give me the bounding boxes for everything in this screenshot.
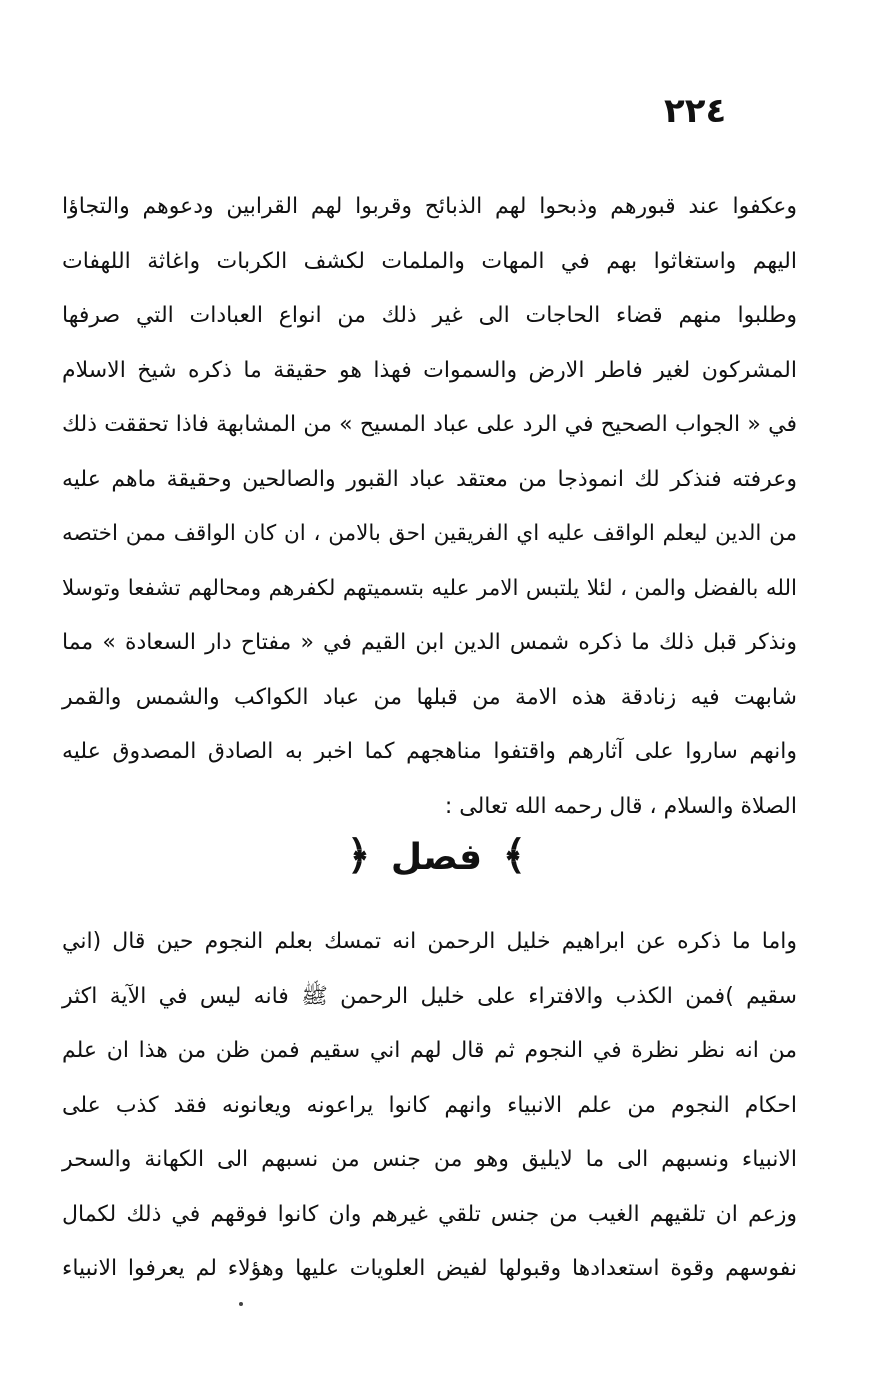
text-line: الانبياء ونسبهم الى ما لايليق وهو من جنس من نسبهم الى الكهانة والسحر xyxy=(62,1147,797,1172)
text-line: من الدين ليعلم الواقف عليه اي الفريقين احق بالامن ، ان كان الواقف ممن اختصه xyxy=(62,521,797,546)
heading-close-bracket: ﴾ xyxy=(502,833,527,879)
text-line: وانهم ساروا على آثارهم واقتفوا مناهجهم كما اخبر به الصادق المصدوق عليه xyxy=(62,739,797,764)
text-line: المشركون لغير فاطر الارض والسموات فهذا هو حقيقة ما ذكره شيخ الاسلام xyxy=(62,357,797,383)
text-line: وعكفوا عند قبورهم وذبحوا لهم الذبائح وقربوا لهم القرابين ودعوهم والتجاؤا xyxy=(62,194,797,219)
section-heading xyxy=(0,826,873,888)
text-line: من انه نظر نظرة في النجوم ثم قال لهم اني سقيم فمن ظن من هذا ان علم xyxy=(62,1038,797,1063)
text-line: في « الجواب الصحيح في الرد على عباد المسيح » من المشابهة فاذا تحققت ذلك xyxy=(62,412,797,437)
print-speck xyxy=(239,1302,243,1306)
text-line: نفوسهم وقوة استعدادها وقبولها لفيض العلويات عليها وهؤلاء لم يعرفوا الانبياء xyxy=(62,1256,797,1281)
page-number: ٢٢٤ xyxy=(664,91,727,131)
section-heading-title: فصل xyxy=(390,837,483,878)
text-line: احكام النجوم من علم الانبياء وانهم كانوا يراعونه ويعانونه فقد كذب على xyxy=(62,1092,797,1118)
text-line: وطلبوا منهم قضاء الحاجات الى غير ذلك من انواع العبادات التي صرفها xyxy=(62,303,797,328)
paragraph-intro xyxy=(62,180,797,834)
paragraph-fasl xyxy=(62,915,797,1297)
text-line: سقيم )فمن الكذب والافتراء على خليل الرحمن ﷺ فانه ليس في الآية اكثر xyxy=(62,983,797,1009)
text-line: وعرفته فنذكر لك انموذجا من معتقد عباد القبور والصالحين وحقيقة ماهم عليه xyxy=(62,466,797,492)
text-line: ونذكر قبل ذلك ما ذكره شمس الدين ابن القيم في « مفتاح دار السعادة » مما xyxy=(62,630,797,655)
text-line: وزعم ان تلقيهم الغيب من جنس تلقي غيرهم وان كانوا فوقهم في ذلك لكمال xyxy=(62,1201,797,1227)
text-line: اليهم واستغاثوا بهم في المهات والملمات لكشف الكربات واغاثة اللهفات xyxy=(62,248,797,274)
text-line: شابهت فيه زنادقة هذه الامة من قبلها من عباد الكواكب والشمس والقمر xyxy=(62,684,797,710)
text-line: الله بالفضل والمن ، لئلا يلتبس الامر عليه بتسميتهم لكفرهم ومحالهم تشفعا وتوسلا xyxy=(62,575,797,601)
text-line: واما ما ذكره عن ابراهيم خليل الرحمن انه تمسك بعلم النجوم حين قال (اني xyxy=(62,929,797,954)
text-line: الصلاة والسلام ، قال رحمه الله تعالى : xyxy=(444,793,797,819)
heading-open-bracket: ﴿ xyxy=(346,833,371,879)
